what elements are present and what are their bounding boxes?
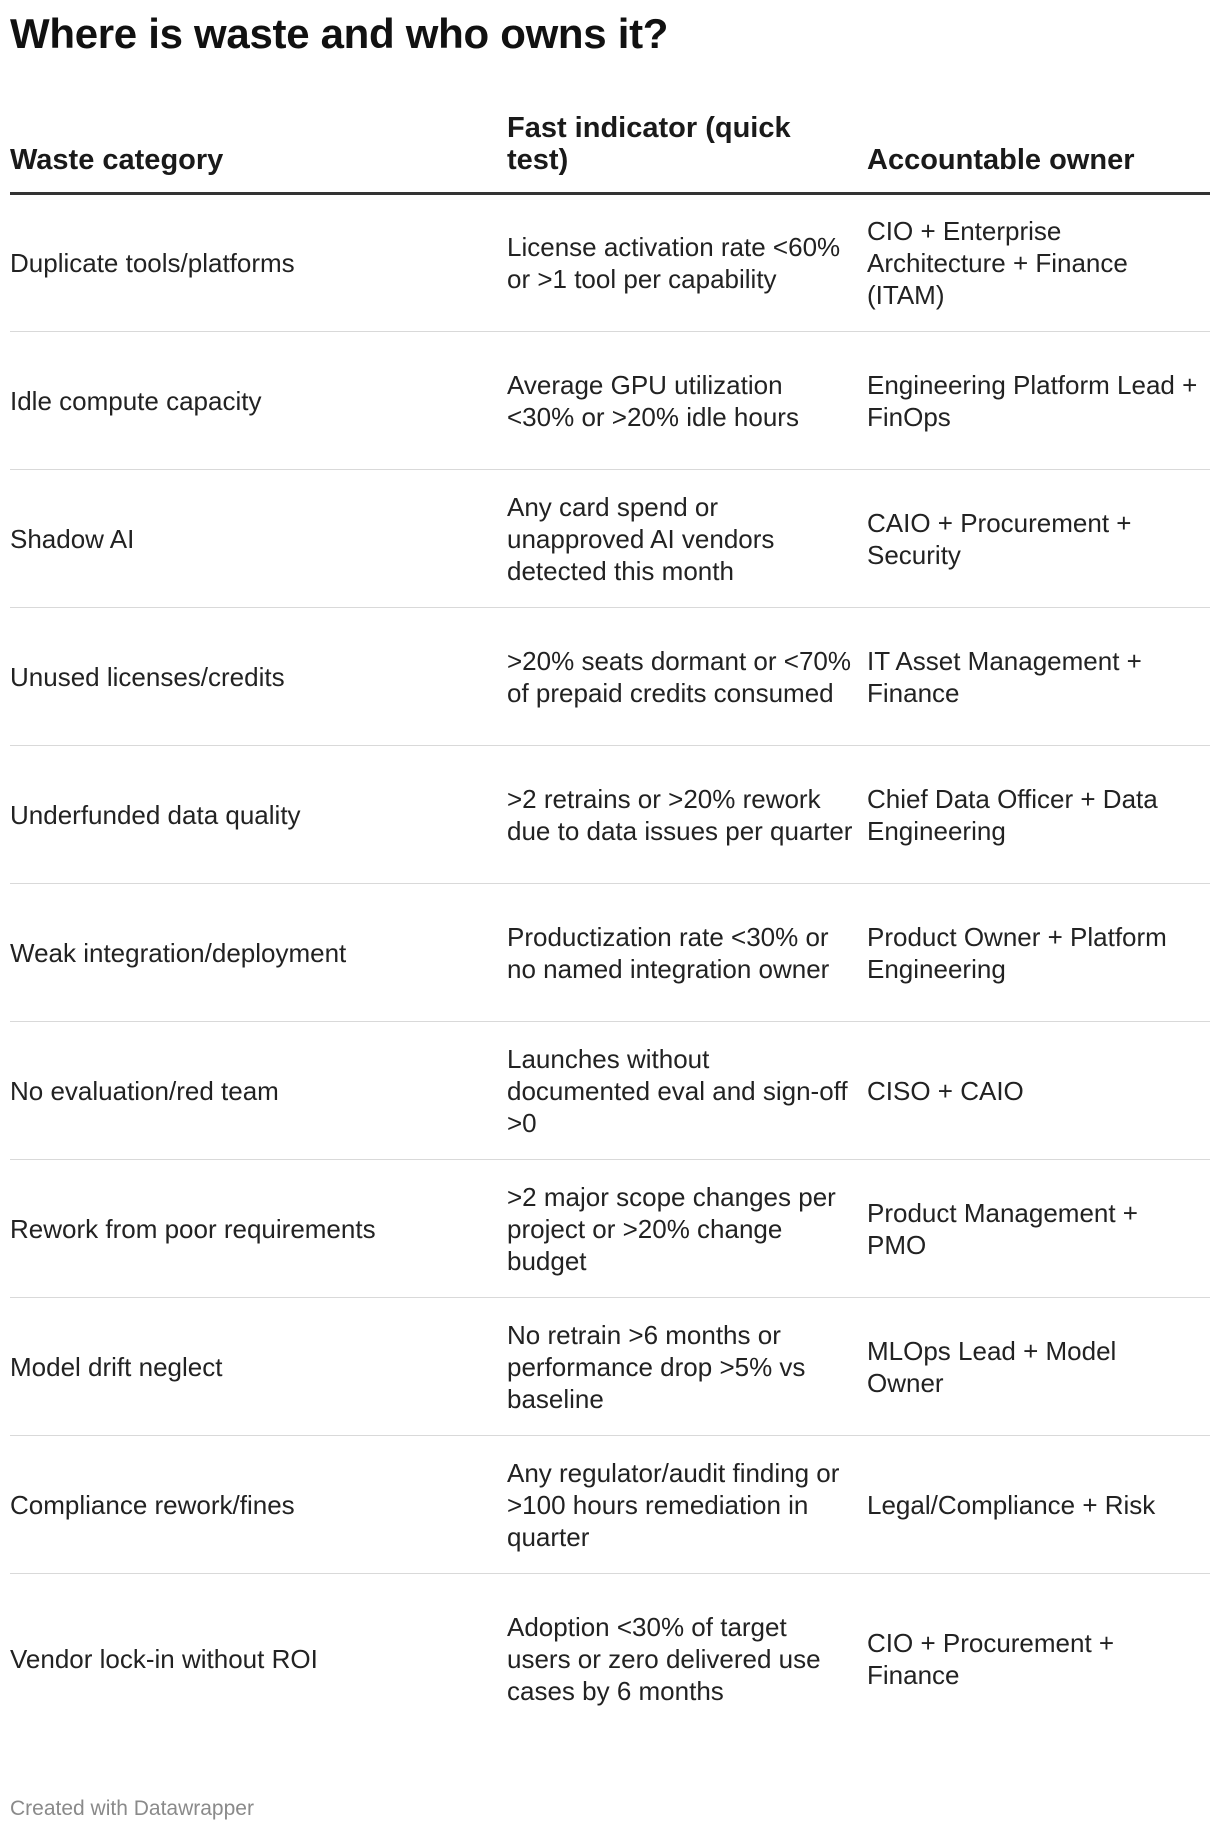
fast-indicator-cell: Adoption <30% of target users or zero delivered use cases by 6 months [507, 1611, 821, 1706]
waste-category-cell: No evaluation/red team [10, 1022, 507, 1160]
accountable-owner-cell: MLOps Lead + Model Owner [867, 1298, 1210, 1436]
table-row [10, 608, 1210, 746]
page [10, 0, 1210, 1706]
table-row [10, 884, 1210, 1022]
waste-category-cell: Weak integration/deployment [10, 884, 507, 1022]
waste-category-cell: Vendor lock-in without ROI [10, 1643, 318, 1674]
fast-indicator-cell: >2 retrains or >20% rework due to data issues per quarter [507, 746, 867, 884]
table-row [10, 1022, 1210, 1160]
waste-category-cell: Idle compute capacity [10, 332, 507, 470]
table-row [10, 1298, 1210, 1436]
accountable-owner-cell: Product Owner + Platform Engineering [867, 884, 1210, 1022]
table-row [10, 470, 1210, 608]
accountable-owner-cell: Legal/Compliance + Risk [867, 1436, 1210, 1574]
waste-category-cell: Rework from poor requirements [10, 1160, 507, 1298]
column-header-accountable-owner: Accountable owner [867, 100, 1210, 194]
fast-indicator-cell: License activation rate <60% or >1 tool per capability [507, 194, 867, 332]
waste-category-cell: Model drift neglect [10, 1298, 507, 1436]
table-row [10, 746, 1210, 884]
accountable-owner-cell: CIO + Procurement + Finance [867, 1627, 1115, 1690]
table-body [10, 194, 1210, 1744]
fast-indicator-cell: Any card spend or unapproved AI vendors detected this month [507, 470, 867, 608]
fast-indicator-cell: >20% seats dormant or <70% of prepaid credits consumed [507, 608, 867, 746]
page-title: Where is waste and who owns it? [10, 10, 669, 57]
accountable-owner-cell: CAIO + Procurement + Security [867, 470, 1210, 608]
accountable-owner-cell: CISO + CAIO [867, 1022, 1210, 1160]
accountable-owner-cell: Product Management + PMO [867, 1160, 1210, 1298]
fast-indicator-cell: >2 major scope changes per project or >20% change budget [507, 1160, 867, 1298]
table-row [10, 332, 1210, 470]
accountable-owner-cell: Chief Data Officer + Data Engineering [867, 746, 1210, 884]
table-header [10, 100, 1210, 194]
accountable-owner-cell: CIO + Enterprise Architecture + Finance (ITAM) [867, 194, 1210, 332]
footer-credit[interactable]: Created with Datawrapper [10, 1797, 254, 1820]
fast-indicator-cell: Productization rate <30% or no named integration owner [507, 884, 867, 1022]
column-header-waste-category: Waste category [10, 100, 507, 194]
fast-indicator-cell: Any regulator/audit finding or >100 hours remediation in quarter [507, 1436, 867, 1574]
accountable-owner-cell: IT Asset Management + Finance [867, 608, 1210, 746]
waste-table [10, 100, 1210, 1744]
table-row [10, 1160, 1210, 1298]
column-header-fast-indicator: Fast indicator (quick test) [507, 100, 867, 194]
accountable-owner-cell: Engineering Platform Lead + FinOps [867, 332, 1210, 470]
fast-indicator-cell: Launches without documented eval and sign-off >0 [507, 1022, 867, 1160]
waste-category-cell: Unused licenses/credits [10, 608, 507, 746]
header-row [10, 100, 1210, 194]
waste-category-cell: Duplicate tools/platforms [10, 194, 507, 332]
table-row [10, 1436, 1210, 1574]
waste-category-cell: Underfunded data quality [10, 746, 507, 884]
table-row [10, 194, 1210, 332]
waste-category-cell: Compliance rework/fines [10, 1436, 507, 1574]
fast-indicator-cell: Average GPU utilization <30% or >20% idle hours [507, 332, 867, 470]
waste-category-cell: Shadow AI [10, 470, 507, 608]
table-row [10, 1574, 1210, 1744]
fast-indicator-cell: No retrain >6 months or performance drop >5% vs baseline [507, 1298, 867, 1436]
